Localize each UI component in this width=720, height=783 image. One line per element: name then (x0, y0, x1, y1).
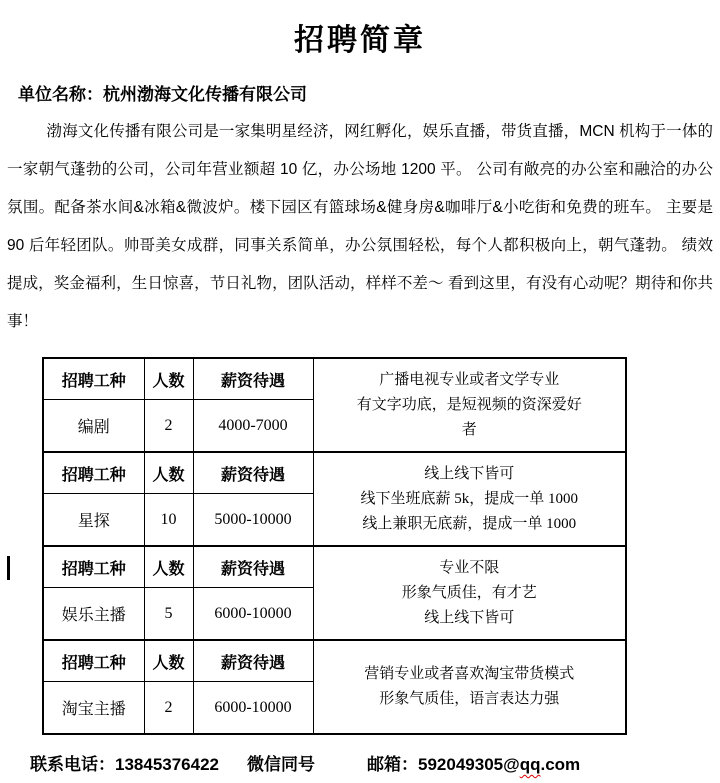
column-header-job: 招聘工种 (43, 546, 144, 588)
salary-cell: 4000-7000 (193, 400, 313, 453)
requirement-line: 形象气质佳，有才艺 (401, 584, 537, 601)
text-cursor (7, 556, 10, 580)
salary-cell: 6000-10000 (193, 588, 313, 641)
requirements-cell (313, 452, 626, 546)
column-header-count: 人数 (144, 452, 193, 494)
requirements-cell (313, 546, 626, 640)
requirement-line: 者 (461, 421, 477, 438)
job-name-cell: 娱乐主播 (43, 588, 144, 641)
column-header-job: 招聘工种 (43, 640, 144, 682)
headcount-cell: 10 (144, 494, 193, 547)
headcount-cell: 2 (144, 682, 193, 735)
job-name-cell: 淘宝主播 (43, 682, 144, 735)
email-domain-misspelled: qq (519, 755, 541, 774)
requirement-line: 有文字功底，是短视频的资深爱好 (356, 396, 582, 413)
jobs-table (42, 357, 627, 735)
phone-number: 13845376422 (115, 755, 220, 774)
company-label: 单位名称： (18, 85, 103, 104)
requirements-cell (313, 640, 626, 734)
requirement-line: 广播电视专业或者文学专业 (379, 371, 560, 388)
headcount-cell: 5 (144, 588, 193, 641)
column-header-count: 人数 (144, 546, 193, 588)
contact-footer (30, 750, 580, 775)
table-header-row (43, 358, 626, 400)
requirement-line: 线上线下皆可 (424, 465, 515, 482)
headcount-cell: 2 (144, 400, 193, 453)
column-header-job: 招聘工种 (43, 452, 144, 494)
requirements-cell (313, 358, 626, 452)
table-header-row (43, 546, 626, 588)
salary-cell: 5000-10000 (193, 494, 313, 547)
column-header-salary: 薪资待遇 (193, 640, 313, 682)
company-name: 杭州渤海文化传播有限公司 (103, 85, 307, 104)
column-header-count: 人数 (144, 358, 193, 400)
column-header-salary: 薪资待遇 (193, 358, 313, 400)
requirement-line: 线上线下皆可 (424, 609, 515, 626)
table-header-row (43, 452, 626, 494)
column-header-salary: 薪资待遇 (193, 452, 313, 494)
wechat-note: 微信同号 (247, 755, 316, 774)
email-tld: .com (540, 755, 581, 774)
requirement-line: 专业不限 (439, 559, 500, 576)
table-header-row (43, 640, 626, 682)
email-address (418, 755, 580, 774)
column-header-job: 招聘工种 (43, 358, 144, 400)
requirement-line: 线上兼职无底薪，提成一单 1000 (362, 515, 577, 532)
column-header-count: 人数 (144, 640, 193, 682)
requirement-line: 形象气质佳，语言表达力强 (379, 691, 560, 707)
column-header-salary: 薪资待遇 (193, 546, 313, 588)
company-name-line (18, 80, 720, 105)
requirement-line: 营销专业或者喜欢淘宝带货模式 (364, 666, 575, 682)
page-title: 招聘简章 (294, 24, 426, 57)
phone-label: 联系电话： (30, 755, 115, 774)
job-name-cell: 星探 (43, 494, 144, 547)
email-label: 邮箱： (367, 755, 419, 774)
email-user: 592049305@ (418, 755, 520, 774)
requirement-line: 线下坐班底薪 5k，提成一单 1000 (360, 490, 578, 507)
salary-cell: 6000-10000 (193, 682, 313, 735)
intro-paragraph: 渤海文化传播有限公司是一家集明星经济，网红孵化，娱乐直播，带货直播，MCN 机构于一体的一家朝气蓬勃的公司，公司年营业额超 10 亿，办公场地 1200 平。 公司有敞亮的办公室和融洽的办公氛围。配备茶水间&冰箱&微波炉。楼下园区有篮球场&健身房&咖啡厅&小吃街和免费的班车。 主要是 90 后年轻团队。帅哥美女成群，同事关系简单，办公氛围轻松，每个人都积极向上，朝气蓬勃。 绩效提成，奖金福利，生日惊喜，节日礼物，团队活动，样样不差～ 看到这里，有没有心动呢？期待和你共事！ (7, 123, 713, 330)
job-name-cell: 编剧 (43, 400, 144, 453)
